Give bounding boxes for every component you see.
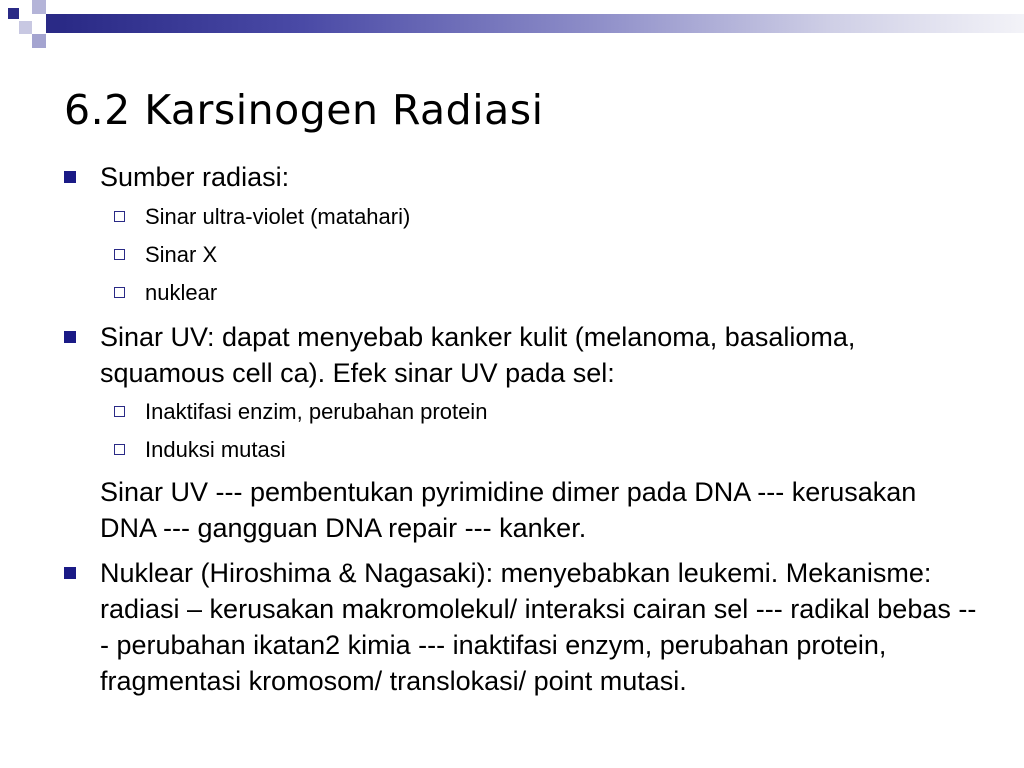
sub-bullet-text: Induksi mutasi [145, 437, 286, 462]
square-bullet-icon [64, 171, 76, 183]
hollow-square-bullet-icon [114, 406, 125, 417]
uv-mechanism-text: Sinar UV --- pembentukan pyrimidine dimer pada DNA --- kerusakan DNA --- gangguan DNA repair --- kanker. [100, 477, 917, 543]
sub-bullet-induksi [145, 435, 975, 465]
hollow-square-bullet-icon [114, 287, 125, 298]
bullet-text: Sumber radiasi: [100, 162, 290, 192]
bullet-nuklear [100, 555, 980, 699]
square-bullet-icon [64, 567, 76, 579]
sub-bullet-text: Sinar ultra-violet (matahari) [145, 204, 411, 229]
bullet-text: Nuklear (Hiroshima & Nagasaki): menyebabkan leukemi. Mekanisme: radiasi – kerusakan makromolekul/ interaksi cairan sel --- radikal bebas --- perubahan ikatan2 kimia --- inaktifasi enzym, perubahan protein, fragmentasi kromosom/ translokasi/ point mutasi. [100, 558, 977, 696]
sub-bullet-nuklear [145, 278, 975, 308]
bullet-text: Sinar UV: dapat menyebab kanker kulit (melanoma, basalioma, squamous cell ca). Efek sinar UV pada sel: [100, 322, 856, 388]
bullet-sumber-radiasi [100, 159, 980, 195]
hollow-square-bullet-icon [114, 249, 125, 260]
square-bullet-icon [64, 331, 76, 343]
sub-bullet-text: nuklear [145, 280, 218, 305]
hollow-square-bullet-icon [114, 211, 125, 222]
hollow-square-bullet-icon [114, 444, 125, 455]
bullet-sinar-uv [100, 319, 980, 391]
sub-bullet-uv [145, 202, 975, 232]
sub-bullet-text: Sinar X [145, 242, 218, 267]
sub-bullet-text: Inaktifasi enzim, perubahan protein [145, 399, 488, 424]
slide-title: 6.2 Karsinogen Radiasi [64, 86, 544, 134]
sub-bullet-x-ray [145, 240, 975, 270]
sub-bullet-inaktifasi [145, 397, 975, 427]
